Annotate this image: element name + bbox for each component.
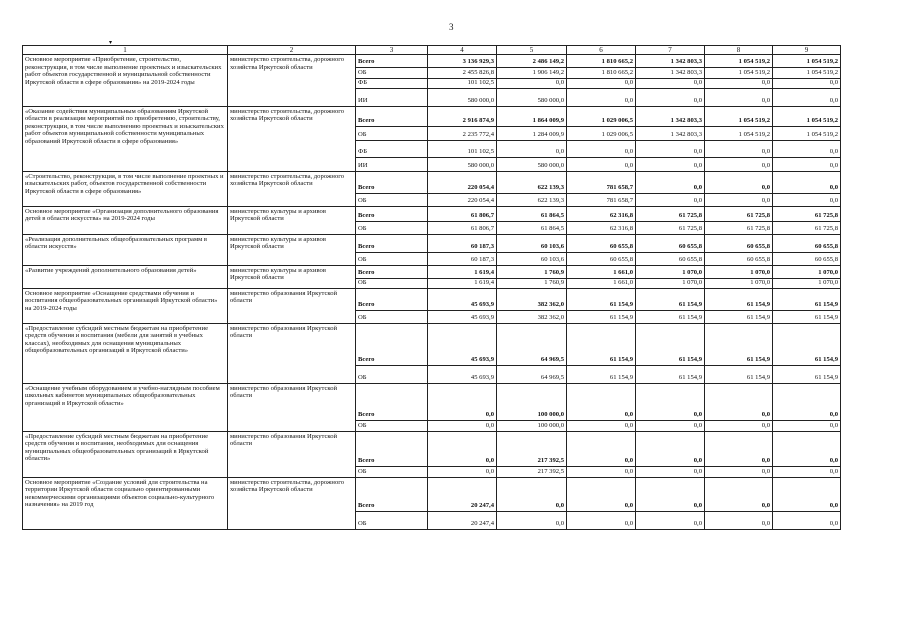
amount-cell: 580 000,0 (428, 157, 497, 171)
amount-cell: 1 070,0 (636, 265, 705, 278)
amount-cell: 622 139,3 (497, 171, 567, 193)
amount-cell: 20 247,4 (428, 477, 497, 511)
header-cell: 8 (705, 46, 773, 55)
activity-description: «Предоставление субсидий местным бюджетам на приобретение средств обучения и воспитания (мебели для занятий в учебных классах), необходимых для оснащения муниципальных общеобразовательных организаций в Иркутской области» (23, 323, 228, 383)
executor: министерство культуры и архивов Иркутской области (228, 265, 356, 288)
amount-cell: 60 655,8 (636, 234, 705, 252)
funding-source: Всего (356, 383, 428, 420)
amount-cell: 0,0 (636, 477, 705, 511)
table-row-total (23, 477, 841, 511)
activity-description: Основное мероприятие «Создание условий для строительства на территории Иркутской области социально ориентированными некоммерческими организациями объектов социально-культурного назначения» на 2019 год (23, 477, 228, 529)
amount-cell: 1 342 803,3 (636, 55, 705, 68)
amount-cell: 61 725,8 (773, 206, 841, 221)
funding-source: Всего (356, 206, 428, 221)
funding-source: Всего (356, 477, 428, 511)
activity-description: «Предоставление субсидий местным бюджетам на приобретение средств обучения и воспитания, необходимых для оснащения муниципальных общеобразовательных организаций в Иркутской области» (23, 431, 228, 477)
amount-cell: 61 154,9 (636, 288, 705, 310)
amount-cell: 0,0 (428, 431, 497, 466)
amount-cell: 60 655,8 (773, 234, 841, 252)
amount-cell: 2 916 874,9 (428, 106, 497, 126)
amount-cell: 0,0 (567, 383, 636, 420)
executor: министерство культуры и архивов Иркутской области (228, 206, 356, 234)
amount-cell: 580 000,0 (497, 157, 567, 171)
amount-cell: 0,0 (773, 420, 841, 431)
amount-cell: 1 054 519,2 (773, 106, 841, 126)
amount-cell: 101 102,5 (428, 140, 497, 157)
header-cell: 7 (636, 46, 705, 55)
amount-cell: 382 362,0 (497, 310, 567, 323)
amount-cell: 60 655,8 (705, 234, 773, 252)
amount-cell: 0,0 (497, 477, 567, 511)
activity-description: Основное мероприятие «Организация дополнительного образования детей в области искусства» на 2019-2024 годы (23, 206, 228, 234)
amount-cell: 781 658,7 (567, 171, 636, 193)
amount-cell: 0,0 (773, 477, 841, 511)
table-row-total (23, 265, 841, 278)
funding-source: ОБ (356, 466, 428, 477)
amount-cell: 0,0 (636, 420, 705, 431)
amount-cell: 0,0 (567, 140, 636, 157)
amount-cell: 61 725,8 (636, 221, 705, 234)
table-row-total (23, 234, 841, 252)
executor: министерство строительства, дорожного хозяйства Иркутской области (228, 477, 356, 529)
amount-cell: 45 693,9 (428, 365, 497, 383)
amount-cell: 0,0 (705, 157, 773, 171)
amount-cell: 0,0 (567, 157, 636, 171)
header-cell: 2 (228, 46, 356, 55)
funding-source: Всего (356, 323, 428, 365)
table-row-total (23, 206, 841, 221)
amount-cell: 1 054 519,2 (705, 55, 773, 68)
amount-cell: 1 906 149,2 (497, 68, 567, 79)
amount-cell: 1 029 006,5 (567, 106, 636, 126)
funding-source: ОБ (356, 68, 428, 79)
amount-cell: 20 247,4 (428, 511, 497, 529)
amount-cell: 61 154,9 (567, 323, 636, 365)
amount-cell: 781 658,7 (567, 193, 636, 206)
amount-cell: 1 810 665,2 (567, 68, 636, 79)
amount-cell: 0,0 (773, 171, 841, 193)
amount-cell: 0,0 (773, 88, 841, 106)
funding-source: ОБ (356, 221, 428, 234)
amount-cell: 1 342 803,3 (636, 126, 705, 140)
executor: министерство образования Иркутской области (228, 323, 356, 383)
header-cell: 5 (497, 46, 567, 55)
amount-cell: 0,0 (705, 466, 773, 477)
table-row-total (23, 288, 841, 310)
amount-cell: 61 154,9 (705, 310, 773, 323)
amount-cell: 1 070,0 (773, 265, 841, 278)
amount-cell: 1 070,0 (705, 278, 773, 288)
funding-source: ОБ (356, 420, 428, 431)
executor: министерство строительства, дорожного хозяйства Иркутской области (228, 106, 356, 171)
executor: министерство образования Иркутской области (228, 431, 356, 477)
amount-cell: 0,0 (567, 477, 636, 511)
amount-cell: 45 693,9 (428, 310, 497, 323)
header-cell: 4 (428, 46, 497, 55)
amount-cell: 0,0 (497, 79, 567, 89)
amount-cell: 0,0 (705, 88, 773, 106)
amount-cell: 1 619,4 (428, 278, 497, 288)
funding-source: ФБ (356, 140, 428, 157)
amount-cell: 61 154,9 (636, 323, 705, 365)
amount-cell: 0,0 (705, 420, 773, 431)
amount-cell: 0,0 (705, 477, 773, 511)
activity-description: «Развитие учреждений дополнительного образования детей» (23, 265, 228, 288)
amount-cell: 0,0 (773, 431, 841, 466)
budget-table (22, 45, 841, 530)
amount-cell: 0,0 (636, 193, 705, 206)
funding-source: ОБ (356, 365, 428, 383)
amount-cell: 0,0 (705, 79, 773, 89)
amount-cell: 61 154,9 (636, 365, 705, 383)
amount-cell: 0,0 (636, 466, 705, 477)
funding-source: Всего (356, 106, 428, 126)
funding-source: Всего (356, 288, 428, 310)
amount-cell: 1 760,9 (497, 278, 567, 288)
header-cell: 3 (356, 46, 428, 55)
amount-cell: 1 054 519,2 (773, 55, 841, 68)
funding-source: Всего (356, 234, 428, 252)
page-number: 3 (449, 22, 454, 32)
funding-source: ОБ (356, 278, 428, 288)
amount-cell: 60 103,6 (497, 252, 567, 265)
amount-cell: 1 760,9 (497, 265, 567, 278)
amount-cell: 0,0 (705, 383, 773, 420)
activity-description: Основное мероприятие «Приобретение, строительство, реконструкция, в том числе выполнение проектных и изыскательских работ объектов государственной и муниципальной собственности Иркутской области в сфере образования» на 2019-2024 годы (23, 55, 228, 107)
amount-cell: 580 000,0 (497, 88, 567, 106)
amount-cell: 64 969,5 (497, 323, 567, 365)
amount-cell: 1 864 009,9 (497, 106, 567, 126)
amount-cell: 1 619,4 (428, 265, 497, 278)
amount-cell: 61 806,7 (428, 221, 497, 234)
amount-cell: 60 655,8 (705, 252, 773, 265)
funding-source: Всего (356, 171, 428, 193)
amount-cell: 1 054 519,2 (705, 106, 773, 126)
amount-cell: 0,0 (497, 511, 567, 529)
amount-cell: 60 655,8 (567, 234, 636, 252)
amount-cell: 61 864,5 (497, 221, 567, 234)
amount-cell: 61 154,9 (773, 323, 841, 365)
header-cell: 9 (773, 46, 841, 55)
amount-cell: 1 054 519,2 (705, 68, 773, 79)
activity-description: «Оснащение учебным оборудованием и учебно-наглядным пособием школьных кабинетов муниципальных общеобразовательных организаций в Иркутской области» (23, 383, 228, 431)
table-row-total (23, 171, 841, 193)
amount-cell: 622 139,3 (497, 193, 567, 206)
amount-cell: 0,0 (636, 171, 705, 193)
table-row-total (23, 431, 841, 466)
amount-cell: 0,0 (705, 431, 773, 466)
header-cell: 1 (23, 46, 228, 55)
amount-cell: 0,0 (773, 140, 841, 157)
executor: министерство строительства, дорожного хозяйства Иркутской области (228, 171, 356, 206)
amount-cell: 0,0 (636, 157, 705, 171)
amount-cell: 0,0 (773, 511, 841, 529)
activity-description: «Реализация дополнительных общеобразовательных программ в области искусств» (23, 234, 228, 265)
executor: министерство строительства, дорожного хозяйства Иркутской области (228, 55, 356, 107)
amount-cell: 1 029 006,5 (567, 126, 636, 140)
amount-cell: 2 486 149,2 (497, 55, 567, 68)
amount-cell: 0,0 (567, 79, 636, 89)
amount-cell: 2 455 826,8 (428, 68, 497, 79)
amount-cell: 0,0 (773, 383, 841, 420)
amount-cell: 0,0 (705, 171, 773, 193)
amount-cell: 1 284 009,9 (497, 126, 567, 140)
amount-cell: 61 154,9 (567, 365, 636, 383)
amount-cell: 220 054,4 (428, 171, 497, 193)
table-row-total (23, 383, 841, 420)
amount-cell: 61 154,9 (773, 365, 841, 383)
funding-source: ФБ (356, 79, 428, 89)
funding-source: ОБ (356, 193, 428, 206)
funding-source: ИИ (356, 88, 428, 106)
amount-cell: 1 054 519,2 (773, 68, 841, 79)
amount-cell: 61 864,5 (497, 206, 567, 221)
amount-cell: 61 154,9 (567, 288, 636, 310)
amount-cell: 0,0 (636, 140, 705, 157)
amount-cell: 0,0 (428, 383, 497, 420)
amount-cell: 1 342 803,3 (636, 106, 705, 126)
table-row-total (23, 323, 841, 365)
table-body (23, 55, 841, 530)
table-row-total (23, 55, 841, 68)
amount-cell: 0,0 (773, 193, 841, 206)
amount-cell: 61 154,9 (705, 323, 773, 365)
amount-cell: 3 136 929,3 (428, 55, 497, 68)
amount-cell: 61 725,8 (705, 221, 773, 234)
amount-cell: 1 661,0 (567, 265, 636, 278)
amount-cell: 61 154,9 (705, 288, 773, 310)
amount-cell: 101 102,5 (428, 79, 497, 89)
scan-mark: ▾ (109, 40, 113, 46)
table-row-total (23, 106, 841, 126)
amount-cell: 0,0 (636, 383, 705, 420)
amount-cell: 1 342 803,3 (636, 68, 705, 79)
funding-source: ОБ (356, 511, 428, 529)
amount-cell: 2 235 772,4 (428, 126, 497, 140)
activity-description: «Строительство, реконструкция, в том числе выполнение проектных и изыскательских работ, объектов государственной собственности Иркутской области в сфере образования» (23, 171, 228, 206)
amount-cell: 60 655,8 (567, 252, 636, 265)
amount-cell: 61 725,8 (705, 206, 773, 221)
executor: министерство культуры и архивов Иркутской области (228, 234, 356, 265)
amount-cell: 0,0 (428, 420, 497, 431)
executor: министерство образования Иркутской области (228, 288, 356, 323)
amount-cell: 1 054 519,2 (773, 126, 841, 140)
amount-cell: 60 655,8 (636, 252, 705, 265)
funding-source: ОБ (356, 252, 428, 265)
funding-source: Всего (356, 55, 428, 68)
amount-cell: 382 362,0 (497, 288, 567, 310)
amount-cell: 100 000,0 (497, 383, 567, 420)
amount-cell: 62 316,8 (567, 206, 636, 221)
amount-cell: 0,0 (567, 88, 636, 106)
amount-cell: 60 103,6 (497, 234, 567, 252)
amount-cell: 0,0 (567, 511, 636, 529)
amount-cell: 61 154,9 (705, 365, 773, 383)
amount-cell: 580 000,0 (428, 88, 497, 106)
amount-cell: 45 693,9 (428, 288, 497, 310)
amount-cell: 0,0 (567, 431, 636, 466)
amount-cell: 1 070,0 (705, 265, 773, 278)
amount-cell: 64 969,5 (497, 365, 567, 383)
amount-cell: 0,0 (773, 79, 841, 89)
amount-cell: 1 810 665,2 (567, 55, 636, 68)
amount-cell: 0,0 (636, 88, 705, 106)
amount-cell: 0,0 (428, 466, 497, 477)
amount-cell: 1 070,0 (773, 278, 841, 288)
amount-cell: 60 655,8 (773, 252, 841, 265)
amount-cell: 61 154,9 (567, 310, 636, 323)
amount-cell: 1 054 519,2 (705, 126, 773, 140)
amount-cell: 0,0 (636, 511, 705, 529)
amount-cell: 0,0 (773, 466, 841, 477)
amount-cell: 217 392,5 (497, 431, 567, 466)
amount-cell: 60 187,3 (428, 234, 497, 252)
amount-cell: 62 316,8 (567, 221, 636, 234)
amount-cell: 61 806,7 (428, 206, 497, 221)
funding-source: Всего (356, 265, 428, 278)
amount-cell: 0,0 (773, 157, 841, 171)
amount-cell: 1 661,0 (567, 278, 636, 288)
amount-cell: 217 392,5 (497, 466, 567, 477)
amount-cell: 0,0 (636, 79, 705, 89)
amount-cell: 1 070,0 (636, 278, 705, 288)
amount-cell: 220 054,4 (428, 193, 497, 206)
amount-cell: 0,0 (705, 193, 773, 206)
amount-cell: 0,0 (705, 511, 773, 529)
funding-source: ОБ (356, 126, 428, 140)
amount-cell: 0,0 (497, 140, 567, 157)
amount-cell: 61 725,8 (636, 206, 705, 221)
executor: министерство образования Иркутской области (228, 383, 356, 431)
amount-cell: 61 154,9 (773, 288, 841, 310)
amount-cell: 100 000,0 (497, 420, 567, 431)
amount-cell: 60 187,3 (428, 252, 497, 265)
amount-cell: 0,0 (636, 431, 705, 466)
funding-source: ОБ (356, 310, 428, 323)
activity-description: Основное мероприятие «Оснащение средствами обучения и воспитания общеобразовательных организаций Иркутской области» на 2019-2024 годы (23, 288, 228, 323)
amount-cell: 61 154,9 (636, 310, 705, 323)
amount-cell: 0,0 (705, 140, 773, 157)
amount-cell: 0,0 (567, 420, 636, 431)
funding-source: Всего (356, 431, 428, 466)
header-row (23, 46, 841, 55)
amount-cell: 61 725,8 (773, 221, 841, 234)
amount-cell: 0,0 (567, 466, 636, 477)
activity-description: «Оказание содействия муниципальным образованиям Иркутской области в реализации мероприятий по приобретению, строительству, реконструкции, в том числе выполнению проектных и изыскательских работ объектов муниципальной собственности муниципальных образований Иркутской области в сфере образования» (23, 106, 228, 171)
amount-cell: 45 693,9 (428, 323, 497, 365)
header-cell: 6 (567, 46, 636, 55)
funding-source: ИИ (356, 157, 428, 171)
amount-cell: 61 154,9 (773, 310, 841, 323)
